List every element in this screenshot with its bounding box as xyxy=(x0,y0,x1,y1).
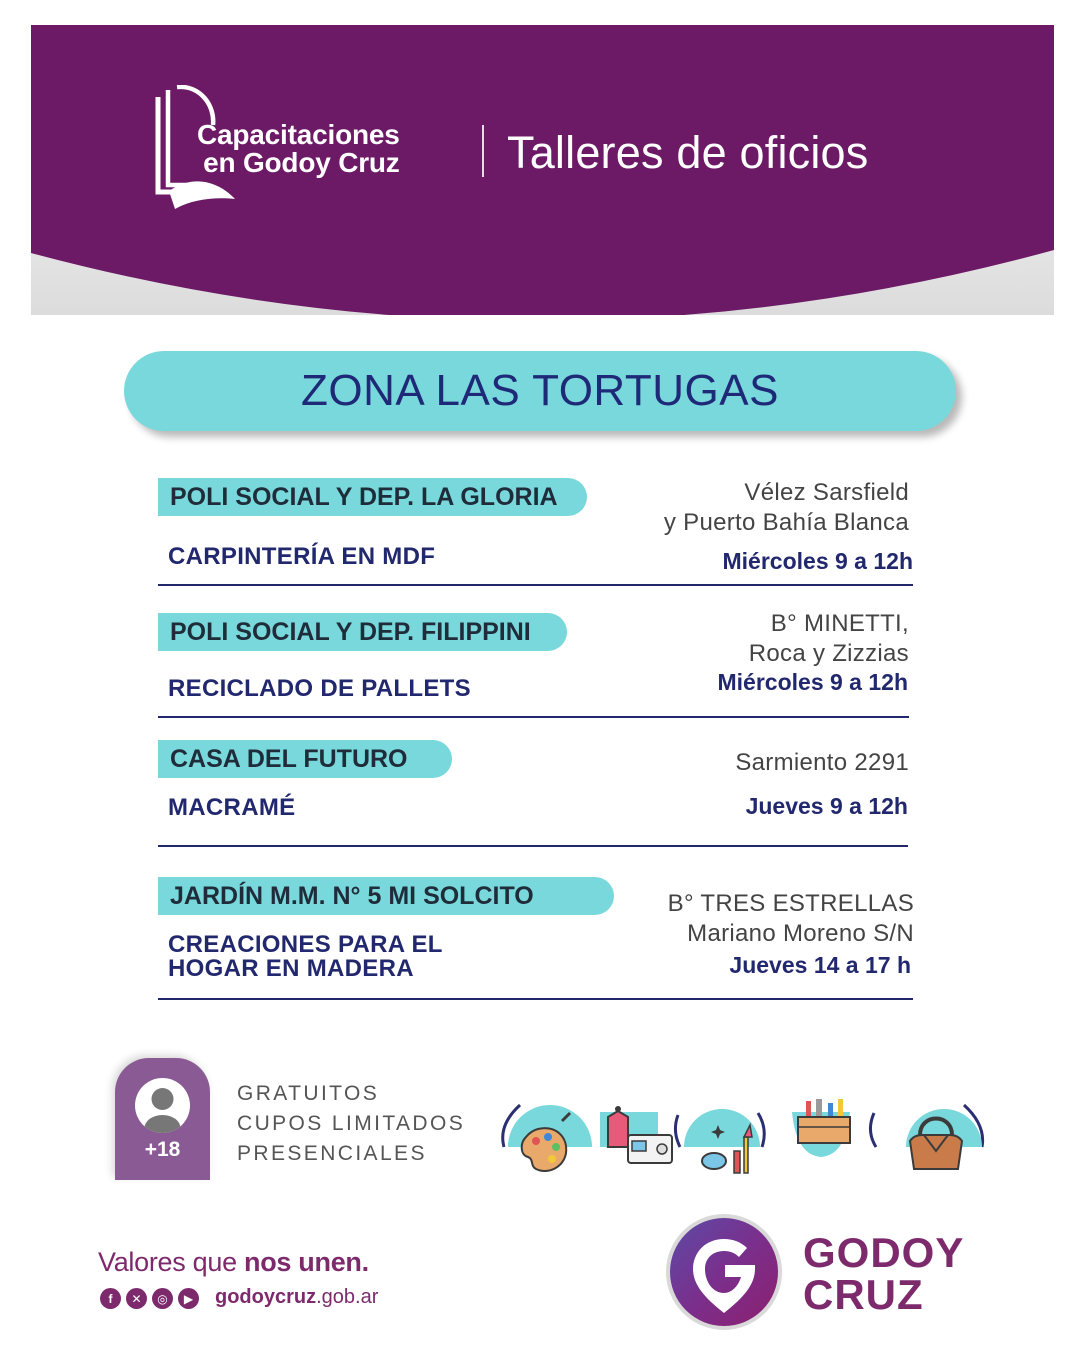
website-rest: .gob.ar xyxy=(316,1286,379,1308)
tagline-regular: Valores que xyxy=(98,1247,244,1277)
youtube-icon[interactable]: ▶ xyxy=(178,1288,199,1309)
brand-line-2: en Godoy Cruz xyxy=(203,147,400,178)
brand-line-1: Capacitaciones xyxy=(197,119,400,150)
venue-label: POLI SOCIAL Y DEP. FILIPPINI xyxy=(158,613,567,651)
workshop-line: CREACIONES PARA EL xyxy=(168,931,443,958)
zone-title: ZONA LAS TORTUGAS xyxy=(301,366,779,415)
address-line: y Puerto Bahía Blanca xyxy=(663,509,909,536)
schedule: Jueves 9 a 12h xyxy=(745,793,908,819)
info-item: PRESENCIALES xyxy=(237,1142,427,1165)
venue-address xyxy=(735,748,909,778)
schedule: Jueves 14 a 17 h xyxy=(729,952,911,978)
separator xyxy=(158,584,913,586)
godoy-cruz-logo-icon xyxy=(665,1213,783,1331)
workshop-name: RECICLADO DE PALLETS xyxy=(168,675,471,702)
separator xyxy=(158,845,908,847)
page-title: Talleres de oficios xyxy=(507,127,869,178)
x-icon[interactable]: ✕ xyxy=(126,1288,147,1309)
venue-label: POLI SOCIAL Y DEP. LA GLORIA xyxy=(158,478,587,516)
person-icon xyxy=(135,1078,190,1133)
tagline-bold: nos unen. xyxy=(244,1247,369,1277)
workshop-name xyxy=(168,933,443,981)
workshop-name: CARPINTERÍA EN MDF xyxy=(168,543,436,570)
age-badge xyxy=(115,1058,210,1180)
wordmark-line: CRUZ xyxy=(803,1271,924,1318)
workshop-line: HOGAR EN MADERA xyxy=(168,955,414,982)
website-bold: godoycruz xyxy=(215,1286,317,1308)
godoy-cruz-wordmark xyxy=(803,1229,965,1318)
separator xyxy=(158,716,909,718)
schedule: Miércoles 9 a 12h xyxy=(717,669,908,695)
craft-icons xyxy=(496,1095,992,1185)
workshop-name: MACRAMÉ xyxy=(168,794,296,821)
separator xyxy=(158,998,913,1000)
header-divider xyxy=(482,125,484,177)
address-line: Mariano Moreno S/N xyxy=(687,920,914,947)
instagram-icon[interactable]: ◎ xyxy=(152,1288,173,1309)
age-label: +18 xyxy=(144,1138,181,1161)
info-item: GRATUITOS xyxy=(237,1082,380,1105)
venue-address xyxy=(749,609,909,669)
venue-address xyxy=(668,889,914,949)
venue-address xyxy=(664,478,909,538)
facebook-icon[interactable]: f xyxy=(100,1288,121,1309)
info-item: CUPOS LIMITADOS xyxy=(237,1112,466,1135)
address-line: B° MINETTI, xyxy=(770,610,909,637)
brand-logo-text xyxy=(197,121,400,177)
social-links xyxy=(100,1288,199,1309)
zone-banner xyxy=(124,351,956,431)
address-line: B° TRES ESTRELLAS xyxy=(667,890,914,917)
venue-label: JARDÍN M.M. N° 5 MI SOLCITO xyxy=(158,877,614,915)
schedule: Miércoles 9 a 12h xyxy=(722,548,913,574)
toolbox-icon xyxy=(798,1099,850,1143)
header-banner xyxy=(31,25,1054,315)
tagline xyxy=(98,1247,369,1278)
venue-label: CASA DEL FUTURO xyxy=(158,740,452,778)
wordmark-line: GODOY xyxy=(803,1229,965,1276)
address-line: Sarmiento 2291 xyxy=(735,749,909,776)
address-line: Vélez Sarsfield xyxy=(744,479,909,506)
address-line: Roca y Zizzias xyxy=(748,640,909,667)
website-link[interactable] xyxy=(215,1286,378,1309)
